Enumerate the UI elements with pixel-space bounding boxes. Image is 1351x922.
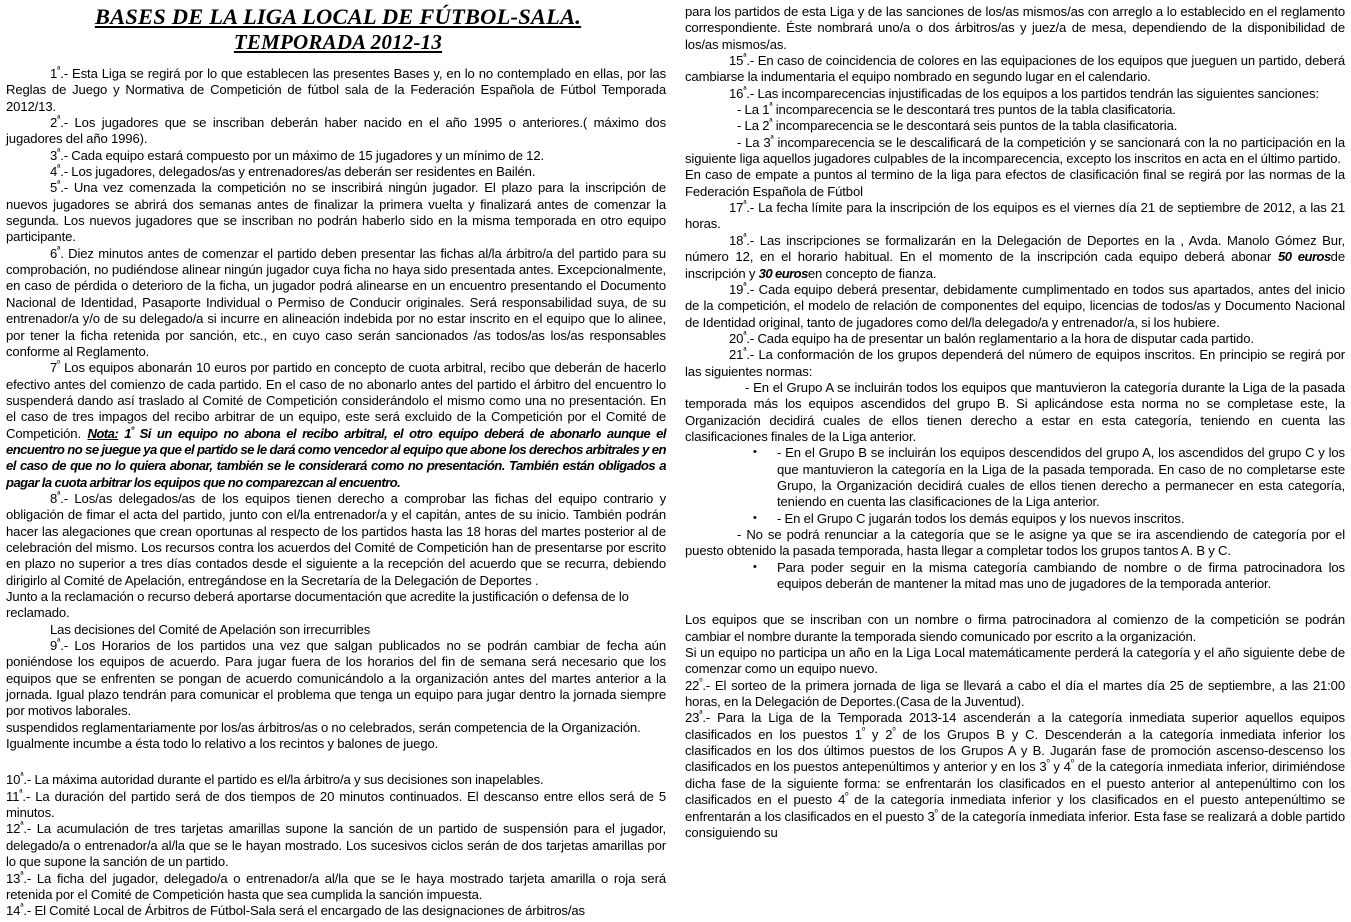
paragraph-spacer — [6, 752, 666, 772]
rule-12-paragraph: $12^ª.-$ La acumulación de tres tarjetas amarillas supone la sanción de un partido de suspensión para el jugador, delegado/a o entrenador/a al/la que se le hayan mostrado. Los sucesivos ciclos serán de dos tarjetas amarillas por lo que supone la sanción de un partido. — [6, 820, 666, 870]
rule-20-paragraph: $20^ª.-$ Cada equipo ha de presentar un balón reglamentario a la hora de disputar cada partido. — [729, 329, 1254, 346]
rule-16-item-c: - La $3^ª$ incomparecencia se le descalificará de la competición y se sancionará con la no participación en la siguiente liga aquellos jugadores culpables de la incomparecencia, excepto los inscritos en acta en el último partido. — [685, 133, 1345, 167]
column-right — [685, 4, 1345, 920]
rule-16-item-a: - La $1^ª$ incomparecencia se le descontará tres puntos de la tabla clasificatoria. — [737, 100, 1176, 118]
page-title: BASES DE LA LIGA LOCAL DE FÚTBOL-SALA. — [94, 4, 582, 29]
rule-16-item-b: - La $2^ª$ incomparecencia se le descontará seis puntos de la tabla clasificatoria. — [737, 117, 1178, 134]
non-participation-paragraph: Si un equipo no participa un año en la Liga Local matemáticamente perderá la categoría y el año siguiente debe de comenzar como un equipo nuevo. — [685, 645, 1345, 677]
rule-22-paragraph: $22^º.-$ El sorteo de la primera jornada de liga se llevará a cabo el día el martes día 25 de septiembre, a las 21:00 horas, en la Delegación de Deportes.(Casa de la Juventud). — [685, 676, 1345, 710]
sponsor-name-change-paragraph: Los equipos que se inscriban con un nombre o firma patrocinadora al comienzo de la competición se podrán cambiar el nombre durante la temporada siendo comunicado por escrito a la organización. — [685, 612, 1345, 644]
rule-21-no-renounce: - No se podrá renunciar a la categoría que se le asigne ya que se ira ascendiendo de categoría por el puesto obtenido la pasada temporada, hasta llegar a completar todos los grupos tantos A. B y C. — [685, 527, 1345, 559]
list-item: • - En el Grupo B se incluirán los equipos descendidos del grupo A, los ascendidos del grupo C y los que mantuvieron la categoría en la Liga de la pasada temporada. En caso de no completarse este Grupo, la Organización decidirá cuales de ellos tienen derecho a permanecer en esta categoría, teniendo en cuenta las clasificaciones de la Liga anterior. — [753, 445, 1345, 510]
rule-18-text-part3: en concepto de fianza. — [807, 265, 937, 281]
rule-19-paragraph: $19^ª.-$ Cada equipo deberá presentar, debidamente cumplimentado en todos sus apartados, antes del inicio de la competición, el modelo de relación de componentes del equipo, licencias de todos/as y Documento Nacional de Identidad original, tanto de jugadores como del/la delegado/a y entrenador/a, si los hubiere. — [685, 280, 1345, 330]
rule-15-paragraph: $15^ª.-$ En caso de coincidencia de colores en las equipaciones de los equipos que jueguen un partido, deberá cambiarse la indumentaria el equipo nombrado en segundo lugar en el calendario. — [685, 51, 1345, 85]
rule-9b-paragraph: suspendidos reglamentariamente por los/as árbitros/as o no celebrados, serán competencia de la Organización. Igualmente incumbe a ésta todo lo relativo a los recintos y balones de juego. — [6, 719, 641, 752]
rule-9-paragraph: $9^ª.-$ Los Horarios de los partidos una vez que salgan publicados no se podrán cambiar de fecha aún poniéndose los equipos de acuerdo. Para jugar fuera de los horarios del fin de semana será necesario que los equipos que se enfrenten se pongan de acuerdo comunicándolo a la organización antes del martes anterior a la jornada. Igual plazo tendrán para comunicar el problema que tenga un equipo para jugar dentro la jornada siempre por motivos laborales. — [6, 636, 666, 719]
rule-8-paragraph: $8^ª.-$ Los/as delegados/as de los equipos tienen derecho a comprobar las fichas del equipo contrario y obligación de fimar el acta del partido, junto con el/la entrenador/a y el capitán, antes de su inicio. También podrán hacer las alegaciones que crean oportunas al respecto de los partidos hasta las 18 horas del martes posterior al de celebración del mismo. Los recursos contra los acuerdos del Comité de Competición han de presentarse por escrito en plazo no superior a tres días contados desde el siguiente a la recepción del acuerdo que se recurra, debiendo dirigirlo al Comité de Apelación, entregándose en la Secretaría de la Delegación de Deportes . — [6, 489, 666, 588]
rule-8b-paragraph: Junto a la reclamación o recurso deberá aportarse documentación que acredite la justificación o defensa de lo reclamado. — [6, 589, 629, 621]
group-bullet-list-1 — [685, 445, 1345, 527]
rule-11-paragraph: $11^ª.-$ La duración del partido será de dos tiempos de 20 minutos continuados. El descanso entre ellos será de 5 minutos. — [6, 787, 666, 821]
nota-label: Nota: — [87, 425, 119, 441]
rule-18-paragraph — [685, 233, 1345, 282]
column-left — [6, 4, 666, 920]
rule-10-paragraph: $10^ª.-$ La máxima autoridad durante el partido es el/la árbitro/a y sus decisiones son inapelables. — [6, 771, 544, 788]
group-bullet-list-2 — [685, 560, 1345, 593]
rule-21-paragraph: $21^ª.-$ La conformación de los grupos dependerá del número de equipos inscritos. En principio se regirá por las siguientes normas: — [685, 345, 1345, 379]
rule-13-paragraph: $13^ª.-$ La ficha del jugador, delegado/a o entrenador/a al/la que se le haya mostrado tarjeta amarilla o roja será retenida por el Comité de Competición hasta que sea cumplida la sanción impuesta. — [6, 869, 666, 902]
rule-14-continued-paragraph: para los partidos de esta Liga y de las sanciones de los/as mismos/as con arreglo a lo establecido en el reglamento correspondiente. Éste nombrará uno/a o dos árbitros/as y juez/a de mesa, dependiendo de la disponibilidad de los/as mismos/as. — [685, 4, 1345, 52]
rule-21-group-a: - En el Grupo A se incluirán todos los equipos que mantuvieron la categoría durante la Liga de la pasada temporada más los equipos ascendidos del grupo B. Si aplicándose esta norma no se completase este, la Organización decidirá cuales de ellos tienen derecho a estar en esta categoría, teniendo en cuenta las clasificaciones finales de la Liga anterior. — [685, 379, 1345, 444]
paragraph-spacer — [685, 592, 1345, 612]
rule-18-text-part1: $18^ª.-$ Las inscripciones se formalizarán en la Delegación de Deportes en la , Avda. Manolo Gómez Bur, número 12, en el horario habitual. En el momento de la inscripción cada equipo deberá abonar — [685, 231, 1345, 265]
rule-7-paragraph — [6, 360, 666, 491]
rule-3-paragraph: $3^ª.-$ Cada equipo estará compuesto por un máximo de 15 jugadores y un mínimo de 12. — [50, 146, 545, 163]
rule-17-paragraph: $17^ª.-$ La fecha límite para la inscripción de los equipos es el viernes día 21 de septiembre de 2012, a las 21 horas. — [685, 198, 1345, 232]
list-item: • - En el Grupo C jugarán todos los demás equipos y los nuevos inscritos. — [753, 511, 1345, 527]
rule-23-paragraph: $23^ª.-$ Para la Liga de la Temporada 2013-14 ascenderán a la categoría inmediata superior aquellos equipos clasificados en los puestos $1^º$ y $2^º$ de los Grupos B y C. Descenderán a la categoría inmediata inferior los clasificados en los dos últimos puestos de los Grupos A y B. Jugarán fase de promoción ascenso-descenso los clasificados en los puestos antepenúltimos y anterior y en los $3^º$ y $4^º$ de la categoría inmediata inferior, dirimiéndose dicha fase de la siguiente forma: se enfrentarán los clasificados en el puesto anterior al antepenúltimo con los clasificados en el puesto $4^º$ de la categoría inmediata inferior y los clasificados en el puesto antepenúltimo se enfrentarán a los clasificados en el puesto $3^º$ de la categoría inmediata inferior. Esta fase se realizará a doble partido consiguiendo su — [685, 709, 1346, 840]
rule-7-text: $7^º$ Los equipos abonarán 10 euros por partido en concepto de cuota arbitral, recibo que deberán de hacerlo efectivo antes del comienzo de cada partido. En el caso de no abonarlo antes del partido el árbitro del encuentro lo suspenderá dando así traslado al Comité de Competición considerándolo el mismo como una no presentación. En el caso de tres impagos del recibo arbitrar de un equipo, este será excluido de la Competición por el Comité de Competición. — [6, 358, 666, 441]
rule-8c-paragraph: Las decisiones del Comité de Apelación son irrecurribles — [50, 621, 371, 637]
rule-6-paragraph: $6^ª$. Diez minutos antes de comenzar el partido deben presentar las fichas al/la árbitro/a del partido para su comprobación, no pudiéndose alinear ningún jugador cuya ficha no haya sido presentada antes. Excepcionalmente, en caso de pérdida o deterioro de la ficha, un jugador podrá alinearse en un encuentro presentando el Documento Nacional de Identidad, Pasaporte Individual o Permiso de Conducir originales. Será responsabilidad suya, de su entrenador/a y/o de su delegado/a si incurre en alineación indebida por no estar inscrito en el equipo que lo alinee, por tener la ficha retenida por sanción, etc., en cuyo caso serán sancionados /as todos/as los/as responsables conforme al Reglamento. — [6, 244, 666, 359]
rule-16-tiebreak-paragraph: En caso de empate a puntos al termino de la liga para efectos de clasificación final se regirá por las normas de la Federación Española de Fútbol — [685, 167, 1345, 199]
page-subtitle: TEMPORADA 2012-13 — [233, 30, 443, 54]
rule-18-text-part2: de inscripción y — [685, 249, 1345, 281]
fee-deposit-amount: 30 euros — [758, 265, 808, 281]
rule-16-paragraph: $16^ª.-$ Las incomparecencias injustificadas de los equipos a los partidos tendrán las siguientes sanciones: — [729, 84, 1319, 101]
nota-text: $1^º$ Si un equipo no abona el recibo arbitral, el otro equipo deberá de abonarlo aunque el encuentro no se juegue ya que el partido se le dará como vencedor al equipo que abone los derechos arbitrales y en el caso de que no lo quiera abonar, también se le considerará como no presentación. También están obligados a pagar la cuota arbitrar los equipos que no comparezcan al encuentro. — [6, 424, 667, 490]
two-column-layout — [6, 4, 1345, 920]
list-item: • Para poder seguir en la misma categoría cambiando de nombre o de firma patrocinadora los equipos deberán de mantener la mitad mas uno de jugadores de la temporada anterior. — [753, 560, 1345, 593]
rule-1-paragraph: $1^ª.-$ Esta Liga se regirá por lo que establecen las presentes Bases y, en lo no contemplado en ellas, por las Reglas de Juego y Normativa de Competición de fútbol sala de la Federación Española de Fútbol Temporada 2012/13. — [6, 64, 666, 114]
fee-inscription-amount: 50 euros — [1277, 249, 1331, 265]
rule-14-paragraph: $14^ª.-$ El Comité Local de Árbitros de Fútbol-Sala será el encargado de las designaciones de árbitros/as — [6, 901, 585, 919]
rule-4-paragraph: $4^ª.-$ Los jugadores, delegados/as y entrenadores/as deberán ser residentes en Bailén. — [50, 162, 536, 180]
rule-5-paragraph: $5^ª.-$ Una vez comenzada la competición no se inscribirá ningún jugador. El plazo para la inscripción de nuevos jugadores se abrirá dos semanas antes de finalizar la primera vuelta y finalizará antes de comenzar la segunda. Los nuevos jugadores que se inscriban no podrán haberlo sido en la misma temporada en otro equipo participante. — [6, 179, 666, 245]
rule-2-paragraph: $2^ª.-$ Los jugadores que se inscriban deberán haber nacido en el año 1995 o anteriores.( máximo dos jugadores del año 1996). — [6, 113, 666, 147]
